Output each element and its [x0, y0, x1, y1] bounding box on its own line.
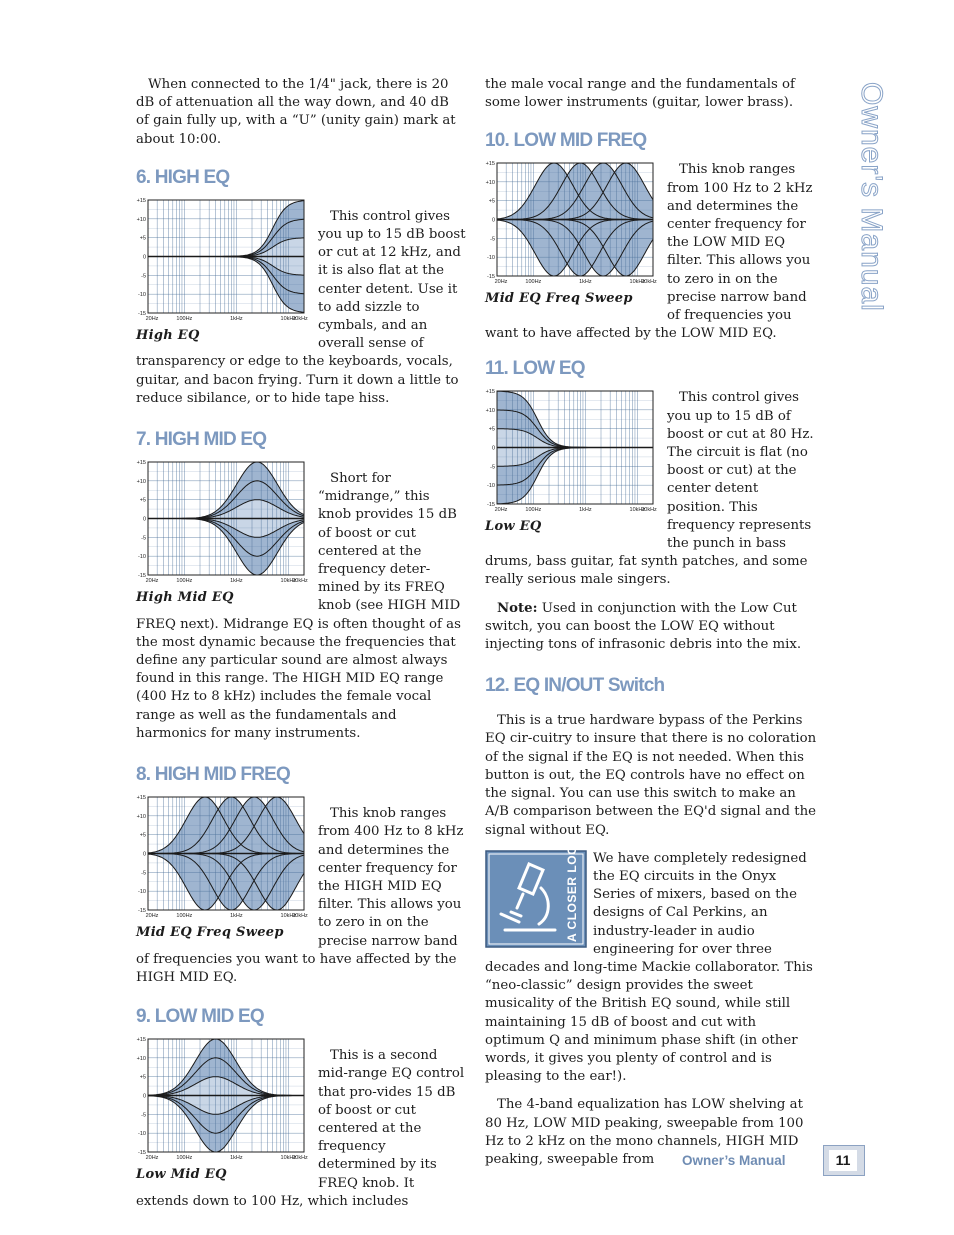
high-mid-eq-graph — [136, 460, 306, 586]
eq-switch-paragraph-3: The 4-band equalization has LOW shelving at 80 Hz, LOW MID peaking, sweepable from 100 Hz to 2 kHz on the mono channels, HIGH MID peaking, sweepable from — [485, 1097, 804, 1167]
x-tick-label: 1kHz — [579, 507, 592, 514]
low-mid-freq-text: This knob ranges from 100 Hz to 2 kHz and determines the center frequency for the LOW MID EQ filter. This allows you to zero in on the precise narrow band of frequencies you want to have affected by the LOW MID EQ. — [485, 162, 813, 342]
y-tick-label: +10 — [136, 813, 146, 820]
low-mid-freq-figure — [485, 161, 655, 308]
y-tick-label: -5 — [141, 535, 146, 542]
low-mid-freq-graph — [485, 161, 655, 287]
y-tick-label: +5 — [139, 832, 146, 839]
y-tick-label: 0 — [491, 445, 495, 452]
x-tick-label: 10kHz — [280, 913, 297, 920]
y-tick-label: +5 — [139, 1074, 146, 1081]
x-tick-label: 10kHz — [629, 279, 646, 286]
high-mid-freq-graph — [136, 795, 306, 921]
x-tick-label: 20kHz — [641, 507, 657, 514]
y-tick-label: +15 — [485, 389, 495, 396]
section-heading-high-mid-eq: 7. HIGH MID EQ — [136, 429, 267, 451]
y-tick-label: 0 — [142, 1093, 146, 1100]
low-eq-figure — [485, 389, 655, 536]
x-tick-label: 100Hz — [176, 913, 193, 920]
x-tick-label: 20Hz — [145, 1155, 159, 1162]
y-tick-label: +5 — [488, 427, 495, 434]
note-label: Note: — [497, 600, 538, 616]
note-text: Used in conjunction with the Low Cut switch, you can boost the LOW EQ without injecting tons of infrasonic debris into the mix. — [485, 600, 802, 653]
y-tick-label: +15 — [136, 795, 146, 802]
left-column — [136, 76, 466, 1221]
side-title-text: Owner's Manual — [855, 82, 888, 312]
low-mid-eq-text: This is a second mid-range EQ control that pro-vides 15 dB of boost or cut centered at the frequency determined by its FREQ knob. It extends down to 100 Hz, which includes — [136, 1048, 465, 1209]
y-tick-label: -5 — [141, 273, 146, 280]
y-tick-label: +5 — [139, 235, 146, 242]
note-paragraph — [485, 600, 819, 655]
y-tick-label: 0 — [491, 217, 495, 224]
y-tick-label: 0 — [142, 851, 146, 858]
y-tick-label: -15 — [487, 274, 495, 281]
y-tick-label: +5 — [488, 199, 495, 206]
closer-look-label: A CLOSER LOOK — [565, 835, 579, 942]
high-mid-eq-caption: High Mid EQ — [136, 590, 234, 606]
x-tick-label: 10kHz — [280, 578, 297, 585]
section-heading-low-mid-eq: 9. LOW MID EQ — [136, 1006, 264, 1028]
low-eq-caption: Low EQ — [485, 519, 542, 535]
y-tick-label: -5 — [141, 870, 146, 877]
y-tick-label: -15 — [138, 310, 146, 317]
y-tick-label: -5 — [490, 464, 495, 471]
low-mid-eq-caption: Low Mid EQ — [136, 1167, 227, 1183]
page-number: 11 — [829, 1150, 857, 1171]
low-eq-text: This control gives you up to 15 dB of boost or cut at 80 Hz. The circuit is flat (no boost or cut) at the center detent position. This frequency represents the punch in bass drums, bass guitar, fat synth patches, and some really serious male singers. — [485, 390, 814, 588]
eq-switch-paragraph-1: This is a true hardware bypass of the Perkins EQ cir-cuitry to insure that there is no coloration of the signal if the EQ is not needed. When this button is out, the EQ controls have no effect on the signal. You can use this switch to make an A/B comparison between the EQ'd signal and the signal without EQ. — [485, 713, 817, 838]
y-tick-label: +15 — [136, 197, 146, 204]
y-tick-label: +15 — [485, 161, 495, 168]
high-mid-eq-figure — [136, 460, 306, 607]
page-number-badge — [823, 1145, 865, 1176]
x-tick-label: 1kHz — [230, 315, 243, 322]
y-tick-label: +10 — [485, 180, 495, 187]
y-tick-label: -10 — [487, 255, 495, 262]
x-tick-label: 100Hz — [176, 578, 193, 585]
x-tick-label: 20kHz — [641, 279, 657, 286]
y-tick-label: -15 — [138, 573, 146, 580]
high-mid-freq-caption: Mid EQ Freq Sweep — [136, 925, 284, 941]
x-tick-label: 20Hz — [145, 913, 159, 920]
intro-paragraph: When connected to the 1/4" jack, there is 20 dB of attenuation all the way down, and 40 dB of gain fully up, with a “U” (unity gain) mark at about 10:00. — [136, 77, 456, 147]
x-tick-label: 20kHz — [292, 315, 308, 322]
high-eq-graph — [136, 198, 306, 324]
x-tick-label: 100Hz — [176, 1155, 193, 1162]
x-tick-label: 1kHz — [230, 578, 243, 585]
low-eq-graph — [485, 389, 655, 515]
x-tick-label: 20Hz — [494, 507, 508, 514]
high-mid-eq-text: Short for “midrange,” this knob provides 15 dB of boost or cut centered at the frequency deter-mined by its FREQ knob (see HIGH MID FREQ next). Midrange EQ is often thought of as the most dynamic because the frequencies that define any particular sound are almost always found in this range. The HIGH MID EQ range (400 Hz to 8 kHz) includes the female vocal range as well as the fundamentals and harmonics for many instruments. — [136, 471, 461, 741]
low-mid-freq-caption: Mid EQ Freq Sweep — [485, 291, 633, 307]
x-tick-label: 10kHz — [280, 1155, 297, 1162]
x-tick-label: 20Hz — [494, 279, 508, 286]
x-tick-label: 10kHz — [280, 315, 297, 322]
x-tick-label: 1kHz — [230, 1155, 243, 1162]
y-tick-label: -5 — [490, 236, 495, 243]
x-tick-label: 20kHz — [292, 578, 308, 585]
low-mid-eq-figure — [136, 1037, 306, 1184]
eq-switch-paragraph-2: We have completely redesigned the EQ circuits in the Onyx Series of mixers, based on the designs of Cal Perkins, an industry-leader in audio engineering for over three decades and long-time Mackie collaborator. This “neo-classic” design provides the sweet musicality of the British EQ sound, while still maintaining 15 dB of boost and cut with optimum Q and minimum phase shift (in other words, it gives you plenty of control and is pleasing to the ear!). — [485, 850, 813, 1085]
y-tick-label: +10 — [136, 1055, 146, 1062]
y-tick-label: -5 — [141, 1112, 146, 1119]
section-heading-high-mid-freq: 8. HIGH MID FREQ — [136, 764, 290, 786]
x-tick-label: 20kHz — [292, 1155, 308, 1162]
right-column — [485, 76, 819, 1179]
x-tick-label: 100Hz — [176, 315, 193, 322]
y-tick-label: -10 — [487, 483, 495, 490]
high-mid-freq-figure — [136, 795, 306, 942]
high-eq-caption: High EQ — [136, 327, 200, 343]
y-tick-label: -10 — [138, 291, 146, 298]
closer-look-badge — [485, 835, 587, 948]
x-tick-label: 10kHz — [629, 507, 646, 514]
side-title — [828, 76, 888, 316]
high-mid-freq-text: This knob ranges from 400 Hz to 8 kHz and determines the center frequency for the HIGH MID EQ filter. This allows you to zero in on the precise narrow band of frequencies you want to have affected by the HIGH MID EQ. — [136, 806, 464, 985]
y-tick-label: +5 — [139, 497, 146, 504]
y-tick-label: -15 — [138, 1150, 146, 1157]
x-tick-label: 20Hz — [145, 315, 159, 322]
section-heading-high-eq: 6. HIGH EQ — [136, 166, 230, 188]
high-eq-text: This control gives you up to 15 dB boost or cut at 12 kHz, and it is also flat at the center detent. Use it to add sizzle to cymbals, and an overall sense of transparency or edge to the keyboards, vocals, guitar, and bacon frying. Turn it down a little to reduce sibilance, or to hide tape hiss. — [136, 208, 466, 406]
x-tick-label: 100Hz — [525, 507, 542, 514]
y-tick-label: -15 — [138, 908, 146, 915]
y-tick-label: -10 — [138, 554, 146, 561]
continued-paragraph: the male vocal range and the fundamentals of some lower instruments (guitar, lower brass). — [485, 77, 795, 111]
x-tick-label: 20kHz — [292, 913, 308, 920]
y-tick-label: +15 — [136, 460, 146, 467]
y-tick-label: +10 — [485, 408, 495, 415]
section-heading-low-eq: 11. LOW EQ — [485, 358, 585, 380]
y-tick-label: 0 — [142, 254, 146, 261]
section-heading-low-mid-freq: 10. LOW MID FREQ — [485, 130, 647, 152]
high-eq-figure — [136, 198, 306, 345]
x-tick-label: 20Hz — [145, 578, 159, 585]
y-tick-label: +15 — [136, 1037, 146, 1044]
low-mid-eq-graph — [136, 1037, 306, 1163]
y-tick-label: 0 — [142, 516, 146, 523]
section-heading-eq-switch: 12. EQ IN/OUT Switch — [485, 675, 665, 697]
y-tick-label: -10 — [138, 1131, 146, 1138]
y-tick-label: -10 — [138, 889, 146, 896]
y-tick-label: +10 — [136, 478, 146, 485]
footer-label: Owner’s Manual — [682, 1153, 786, 1168]
y-tick-label: -15 — [487, 502, 495, 509]
x-tick-label: 100Hz — [525, 279, 542, 286]
x-tick-label: 1kHz — [579, 279, 592, 286]
x-tick-label: 1kHz — [230, 913, 243, 920]
y-tick-label: +10 — [136, 216, 146, 223]
